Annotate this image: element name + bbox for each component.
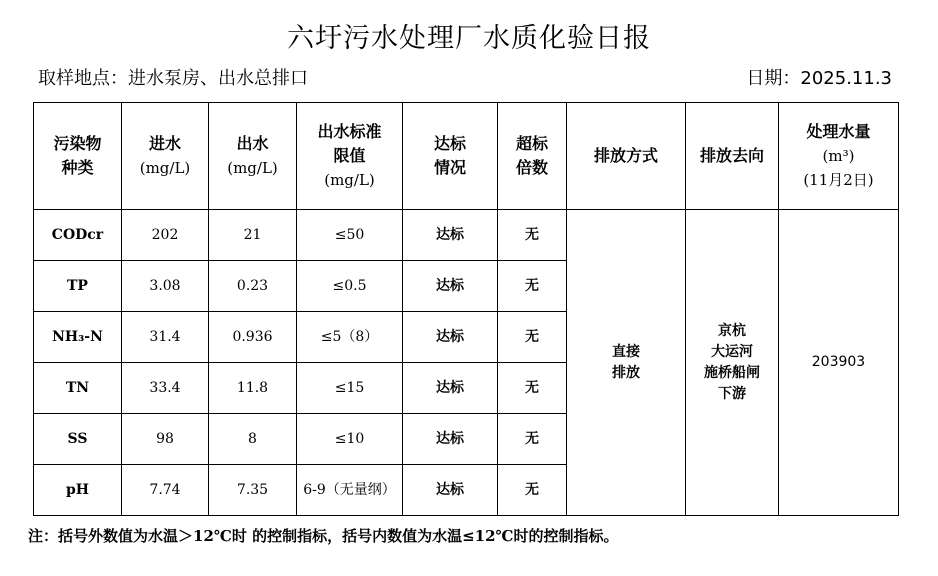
discharge-direction-line1: 京杭: [718, 322, 746, 339]
discharge-method-line1: 直接: [612, 343, 640, 360]
outlet-cell: 11.8: [209, 363, 297, 414]
pollutant-cell: TP: [34, 261, 122, 312]
exceed-cell: 无: [498, 414, 567, 465]
limit-cell: ≤5（8）: [297, 312, 403, 363]
outlet-cell: 7.35: [209, 465, 297, 516]
header-outlet: [209, 103, 297, 210]
discharge-direction-line3: 施桥船闸: [704, 364, 760, 381]
report-date: 日期：2025.11.3: [746, 68, 892, 89]
water-quality-table: [33, 102, 899, 516]
table-row: [34, 210, 899, 261]
header-pollutant: [34, 103, 122, 210]
status-cell: 达标: [403, 312, 498, 363]
header-standard: [297, 103, 403, 210]
status-cell: 达标: [403, 363, 498, 414]
header-pollutant-line2: 种类: [61, 158, 94, 177]
sampling-location: 取样地点：进水泵房、出水总排口: [38, 68, 308, 89]
pollutant-cell: CODcr: [34, 210, 122, 261]
limit-cell: ≤50: [297, 210, 403, 261]
header-status: [403, 103, 498, 210]
discharge-direction-cell: [686, 210, 779, 516]
header-outlet-label: 出水: [236, 134, 269, 153]
limit-cell: ≤0.5: [297, 261, 403, 312]
exceed-cell: 无: [498, 261, 567, 312]
exceed-cell: 无: [498, 312, 567, 363]
discharge-method-cell: [567, 210, 686, 516]
header-exceed: [498, 103, 567, 210]
header-exceed-line1: 超标: [515, 134, 548, 153]
inlet-cell: 3.08: [122, 261, 209, 312]
header-standard-line1: 出水标准: [317, 122, 382, 141]
header-discharge-direction: 排放去向: [686, 103, 779, 210]
footnote: 注：括号外数值为水温＞12℃时 的控制指标，括号内数值为水温≤12℃时的控制指标。: [28, 527, 619, 545]
status-cell: 达标: [403, 210, 498, 261]
outlet-cell: 21: [209, 210, 297, 261]
header-status-line1: 达标: [433, 134, 466, 153]
discharge-direction-line4: 下游: [718, 385, 746, 402]
header-volume-date: (11月2日): [803, 171, 874, 189]
exceed-cell: 无: [498, 210, 567, 261]
inlet-cell: 7.74: [122, 465, 209, 516]
outlet-cell: 0.23: [209, 261, 297, 312]
pollutant-cell: SS: [34, 414, 122, 465]
inlet-cell: 202: [122, 210, 209, 261]
header-inlet-unit: (mg/L): [139, 159, 191, 177]
header-standard-unit: (mg/L): [324, 171, 375, 189]
outlet-cell: 8: [209, 414, 297, 465]
treated-volume-cell: 203903: [779, 210, 899, 516]
discharge-direction-line2: 大运河: [711, 343, 753, 360]
header-outlet-unit: (mg/L): [227, 159, 278, 177]
pollutant-cell: TN: [34, 363, 122, 414]
pollutant-cell: NH₃-N: [34, 312, 122, 363]
exceed-cell: 无: [498, 465, 567, 516]
header-volume: [779, 103, 899, 210]
status-cell: 达标: [403, 465, 498, 516]
exceed-cell: 无: [498, 363, 567, 414]
status-cell: 达标: [403, 414, 498, 465]
header-volume-label: 处理水量: [806, 122, 871, 141]
header-volume-unit: (m³): [822, 147, 855, 165]
header-status-line2: 情况: [433, 158, 466, 177]
header-exceed-line2: 倍数: [515, 158, 548, 177]
header-inlet: [122, 103, 209, 210]
outlet-cell: 0.936: [209, 312, 297, 363]
pollutant-cell: pH: [34, 465, 122, 516]
header-row: [34, 103, 899, 210]
limit-cell: 6-9（无量纲）: [297, 465, 403, 516]
discharge-method-line2: 排放: [612, 364, 640, 381]
header-pollutant-line1: 污染物: [53, 134, 102, 153]
header-inlet-label: 进水: [148, 134, 181, 153]
status-cell: 达标: [403, 261, 498, 312]
limit-cell: ≤15: [297, 363, 403, 414]
header-standard-line2: 限值: [333, 146, 366, 165]
header-discharge-method: 排放方式: [567, 103, 686, 210]
inlet-cell: 31.4: [122, 312, 209, 363]
report-title: 六圩污水处理厂水质化验日报: [287, 23, 651, 54]
inlet-cell: 98: [122, 414, 209, 465]
inlet-cell: 33.4: [122, 363, 209, 414]
limit-cell: ≤10: [297, 414, 403, 465]
